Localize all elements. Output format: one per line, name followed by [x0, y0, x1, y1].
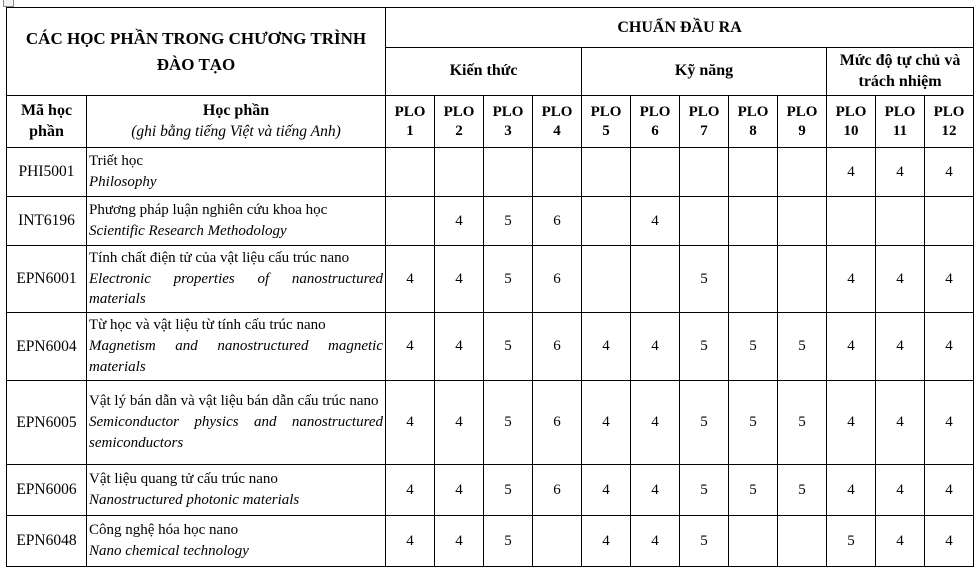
course-name-en: Nano chemical technology [89, 543, 249, 559]
plo-value-cell [484, 148, 533, 197]
group-autonomy-responsibility: Mức độ tự chủ và trách nhiệm [827, 48, 974, 96]
plo-number: 8 [749, 122, 757, 139]
plo-value-cell: 4 [386, 246, 435, 313]
plo-value-cell: 5 [680, 465, 729, 516]
plo-value-cell: 4 [925, 313, 974, 381]
plo-number: 2 [455, 122, 463, 139]
plo-value-cell: 5 [778, 465, 827, 516]
course-name [87, 516, 386, 567]
plo-value-cell: 6 [533, 465, 582, 516]
plo-number: 7 [700, 122, 708, 139]
plo-value-cell: 4 [631, 381, 680, 465]
plo-value-cell [827, 197, 876, 246]
plo-label: PLO [835, 103, 867, 120]
plo-value-cell: 4 [386, 465, 435, 516]
plo-label: PLO [884, 103, 916, 120]
plo-value-cell: 4 [925, 246, 974, 313]
table-row [7, 516, 974, 567]
plo-value-cell: 5 [680, 381, 729, 465]
header-row-3 [7, 96, 974, 148]
plo-header-1 [386, 96, 435, 148]
plo-value-cell [386, 148, 435, 197]
plo-number: 12 [941, 122, 957, 139]
plo-value-cell: 5 [729, 465, 778, 516]
course-name-vi: Từ học và vật liệu từ tính cấu trúc nano [89, 317, 326, 334]
group-skills: Kỹ năng [582, 48, 827, 96]
plo-value-cell: 4 [925, 148, 974, 197]
course-name-vi: Vật lý bán dẫn và vật liệu bán dẫn cấu trúc nano [89, 393, 379, 410]
plo-value-cell: 4 [876, 465, 925, 516]
course-name-vi: Công nghệ hóa học nano [89, 522, 239, 539]
plo-value-cell: 4 [386, 516, 435, 567]
plo-value-cell: 4 [435, 313, 484, 381]
plo-number: 1 [406, 122, 414, 139]
plo-value-cell: 5 [729, 381, 778, 465]
plo-value-cell: 5 [484, 381, 533, 465]
plo-value-cell: 5 [484, 465, 533, 516]
plo-value-cell [729, 246, 778, 313]
course-name [87, 246, 386, 313]
course-name-vi: Triết học [89, 153, 144, 170]
plo-value-cell: 5 [484, 313, 533, 381]
plo-value-cell [778, 148, 827, 197]
plo-value-cell [631, 148, 680, 197]
plo-value-cell: 4 [925, 465, 974, 516]
plo-value-cell: 4 [827, 313, 876, 381]
plo-label: PLO [639, 103, 671, 120]
plo-value-cell [680, 148, 729, 197]
plo-header-4 [533, 96, 582, 148]
plo-value-cell: 4 [827, 148, 876, 197]
column-header-course-name [87, 96, 386, 148]
plo-value-cell: 4 [876, 516, 925, 567]
plo-value-cell: 5 [680, 246, 729, 313]
plo-value-cell: 5 [729, 313, 778, 381]
course-name [87, 465, 386, 516]
plo-value-cell: 4 [876, 246, 925, 313]
plo-value-cell: 6 [533, 197, 582, 246]
plo-value-cell: 5 [484, 246, 533, 313]
plo-number: 6 [651, 122, 659, 139]
plo-value-cell: 6 [533, 381, 582, 465]
plo-value-cell [631, 246, 680, 313]
plo-value-cell: 4 [582, 465, 631, 516]
course-code: EPN6001 [7, 246, 87, 313]
plo-value-cell [582, 246, 631, 313]
course-name-vi: Vật liệu quang tử cấu trúc nano [89, 471, 278, 488]
course-code: EPN6005 [7, 381, 87, 465]
plo-value-cell: 4 [631, 197, 680, 246]
learning-outcomes-title: CHUẨN ĐẦU RA [386, 8, 974, 48]
course-name-vi: Tính chất điện tử của vật liệu cấu trúc nano [89, 249, 350, 266]
plo-number: 9 [798, 122, 806, 139]
course-name-en: Philosophy [89, 174, 157, 190]
plo-header-9 [778, 96, 827, 148]
plo-number: 11 [892, 122, 908, 139]
plo-value-cell [435, 148, 484, 197]
table-row [7, 197, 974, 246]
plo-value-cell [680, 197, 729, 246]
plo-value-cell: 4 [386, 313, 435, 381]
plo-label: PLO [541, 103, 573, 120]
course-name [87, 313, 386, 381]
plo-value-cell: 5 [827, 516, 876, 567]
table-row [7, 381, 974, 465]
plo-label: PLO [786, 103, 818, 120]
plo-value-cell: 4 [582, 381, 631, 465]
plo-value-cell [729, 148, 778, 197]
plo-value-cell: 5 [680, 516, 729, 567]
plo-value-cell: 4 [876, 148, 925, 197]
plo-label: PLO [590, 103, 622, 120]
table-row [7, 313, 974, 381]
plo-value-cell: 4 [386, 381, 435, 465]
plo-value-cell: 5 [484, 197, 533, 246]
plo-value-cell [533, 516, 582, 567]
plo-number: 4 [553, 122, 561, 139]
course-name-header-title: Học phần [202, 102, 270, 120]
course-name [87, 148, 386, 197]
plo-header-10 [827, 96, 876, 148]
course-name-en: Nanostructured photonic materials [89, 492, 300, 508]
course-name-en: Semiconductor physics and nanostructured semiconductors [89, 414, 384, 451]
course-plo-table [6, 7, 974, 567]
course-name [87, 381, 386, 465]
course-code: EPN6006 [7, 465, 87, 516]
plo-value-cell: 4 [631, 313, 680, 381]
course-name [87, 197, 386, 246]
plo-value-cell: 5 [778, 381, 827, 465]
plo-value-cell: 4 [827, 465, 876, 516]
plo-header-11 [876, 96, 925, 148]
plo-value-cell [729, 516, 778, 567]
plo-header-8 [729, 96, 778, 148]
plo-value-cell [582, 197, 631, 246]
column-header-course-code: Mã học phần [7, 96, 87, 148]
plo-header-5 [582, 96, 631, 148]
course-name-en: Electronic properties of nanostructured materials [89, 270, 384, 308]
course-code: INT6196 [7, 197, 87, 246]
plo-value-cell: 4 [925, 381, 974, 465]
plo-value-cell [778, 246, 827, 313]
plo-value-cell: 4 [435, 197, 484, 246]
plo-value-cell: 5 [484, 516, 533, 567]
plo-number: 3 [504, 122, 512, 139]
plo-label: PLO [688, 103, 720, 120]
plo-value-cell [778, 197, 827, 246]
plo-value-cell: 4 [582, 313, 631, 381]
plo-label: PLO [394, 103, 426, 120]
plo-value-cell [533, 148, 582, 197]
plo-value-cell: 4 [435, 381, 484, 465]
plo-header-12 [925, 96, 974, 148]
plo-value-cell: 4 [876, 381, 925, 465]
group-knowledge: Kiến thức [386, 48, 582, 96]
plo-value-cell: 5 [680, 313, 729, 381]
plo-value-cell [876, 197, 925, 246]
plo-value-cell [582, 148, 631, 197]
left-section-title: CÁC HỌC PHẦN TRONG CHƯƠNG TRÌNH ĐÀO TẠO [7, 8, 386, 96]
plo-header-3 [484, 96, 533, 148]
plo-value-cell [925, 197, 974, 246]
plo-value-cell [778, 516, 827, 567]
plo-label: PLO [492, 103, 524, 120]
course-name-en: Scientific Research Methodology [89, 223, 287, 239]
plo-header-2 [435, 96, 484, 148]
table-row [7, 465, 974, 516]
plo-value-cell: 4 [435, 246, 484, 313]
plo-value-cell: 4 [827, 381, 876, 465]
header-row-1 [7, 8, 974, 48]
plo-value-cell: 4 [435, 465, 484, 516]
plo-label: PLO [933, 103, 965, 120]
plo-value-cell: 4 [631, 516, 680, 567]
course-code: PHI5001 [7, 148, 87, 197]
plo-number: 5 [602, 122, 610, 139]
table-row [7, 246, 974, 313]
plo-value-cell: 4 [582, 516, 631, 567]
plo-value-cell: 4 [631, 465, 680, 516]
plo-value-cell: 4 [827, 246, 876, 313]
plo-number: 10 [843, 122, 859, 139]
course-name-header-subtitle: (ghi bằng tiếng Việt và tiếng Anh) [131, 122, 341, 140]
plo-value-cell: 6 [533, 246, 582, 313]
course-code: EPN6004 [7, 313, 87, 381]
plo-label: PLO [443, 103, 475, 120]
plo-value-cell [386, 197, 435, 246]
table-row [7, 148, 974, 197]
plo-value-cell: 4 [876, 313, 925, 381]
plo-value-cell: 4 [925, 516, 974, 567]
plo-header-7 [680, 96, 729, 148]
course-code: EPN6048 [7, 516, 87, 567]
plo-value-cell: 6 [533, 313, 582, 381]
plo-label: PLO [737, 103, 769, 120]
plo-value-cell: 5 [778, 313, 827, 381]
table-handle-icon[interactable] [3, 0, 14, 7]
course-name-vi: Phương pháp luận nghiên cứu khoa học [89, 202, 328, 219]
plo-value-cell: 4 [435, 516, 484, 567]
course-name-en: Magnetism and nanostructured magnetic materials [89, 338, 384, 375]
plo-value-cell [729, 197, 778, 246]
plo-header-6 [631, 96, 680, 148]
